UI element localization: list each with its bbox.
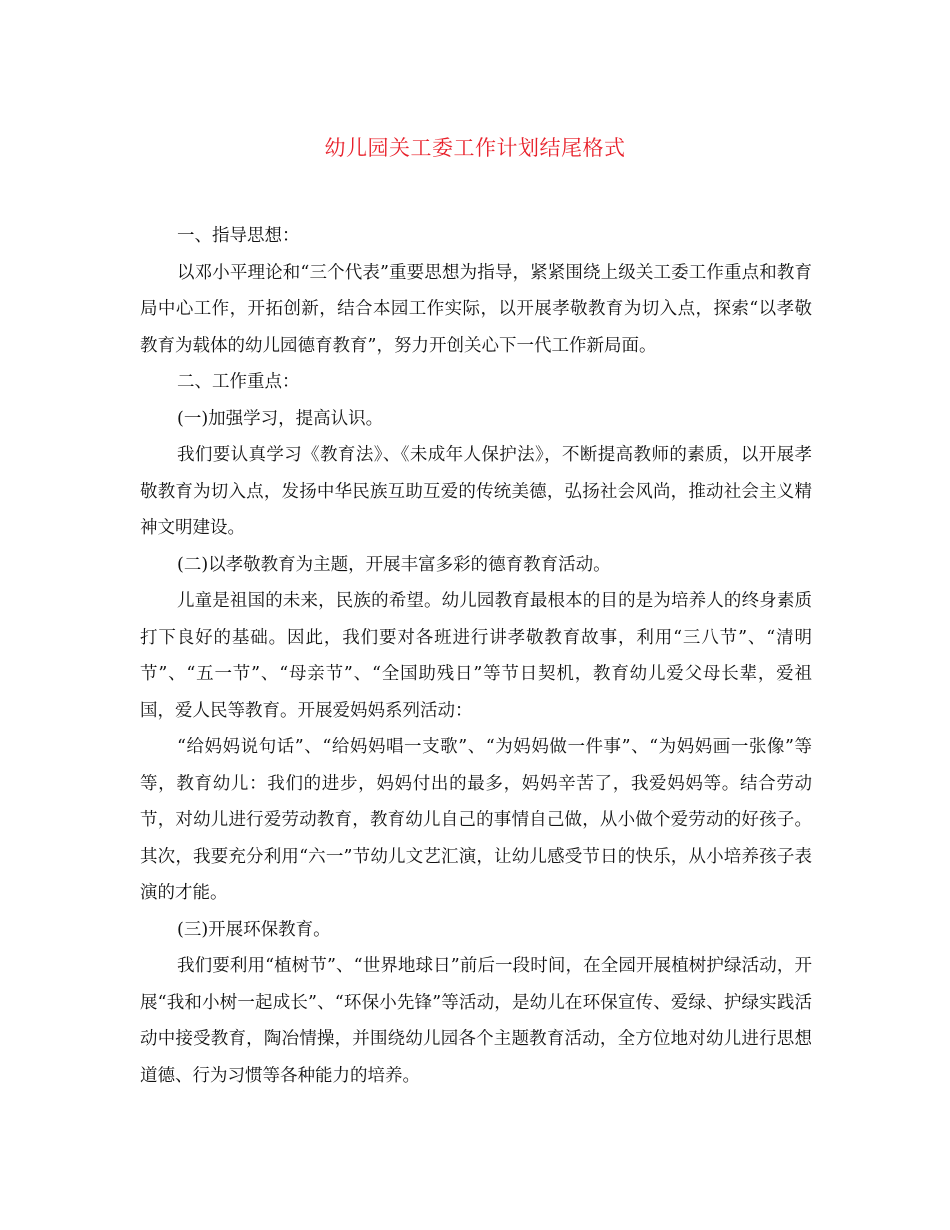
section-heading-guiding-ideology: 一、指导思想： [177, 226, 300, 246]
paragraph-guiding-ideology: 以邓小平理论和“三个代表”重要思想为指导，紧紧围绕上级关工委工作重点和教育局中心工作，开拓创新，结合本园工作实际，以开展孝敬教育为切入点，探索“以孝敬教育为载体的幼儿园德育教育”，努力开创关心下一代工作新局面。 [140, 262, 812, 356]
subheading-filial-education: (二)以孝敬教育为主题，开展丰富多彩的德育教育活动。 [177, 554, 611, 575]
subheading-study: (一)加强学习，提高认识。 [177, 408, 384, 429]
paragraph-mother-activities: “给妈妈说句话”、“给妈妈唱一支歌”、“为妈妈做一件事”、“为妈妈画一张像”等等，教育幼儿：我们的进步，妈妈付出的最多，妈妈辛苦了，我爱妈妈等。结合劳动节，对幼儿进行爱劳动教育，教育幼儿自己的事情自己做，从小做个爱劳动的好孩子。其次，我要充分利用“六一”节幼儿文艺汇演，让幼儿感受节日的快乐，从小培养孩子表演的才能。 [140, 737, 812, 903]
paragraph-study: 我们要认真学习《教育法》、《未成年人保护法》，不断提高教师的素质，以开展孝敬教育为切入点，发扬中华民族互助互爱的传统美德，弘扬社会风尚，推动社会主义精神文明建设。 [140, 445, 812, 538]
document-body [140, 218, 812, 1094]
subheading-environmental-education: (三)开展环保教育。 [177, 919, 331, 940]
paragraph-filial-education: 儿童是祖国的未来，民族的希望。幼儿园教育最根本的目的是为培养人的终身素质打下良好的基础。因此，我们要对各班进行讲孝敬教育故事，利用“三八节”、“清明节”、“五一节”、“母亲节”、“全国助残日”等节日契机，教育幼儿爱父母长辈，爱祖国，爱人民等教育。开展爱妈妈系列活动： [140, 591, 812, 721]
section-heading-work-focus: 二、工作重点： [177, 372, 300, 392]
document-title: 幼儿园关工委工作计划结尾格式 [324, 136, 626, 160]
paragraph-environmental-education: 我们要利用“植树节”、“世界地球日”前后一段时间，在全园开展植树护绿活动，开展“我和小树一起成长”、“环保小先锋”等活动，是幼儿在环保宣传、爱绿、护绿实践活动中接受教育，陶冶情操，并围绕幼儿园各个主题教育活动，全方位地对幼儿进行思想道德、行为习惯等各种能力的培养。 [140, 956, 812, 1086]
